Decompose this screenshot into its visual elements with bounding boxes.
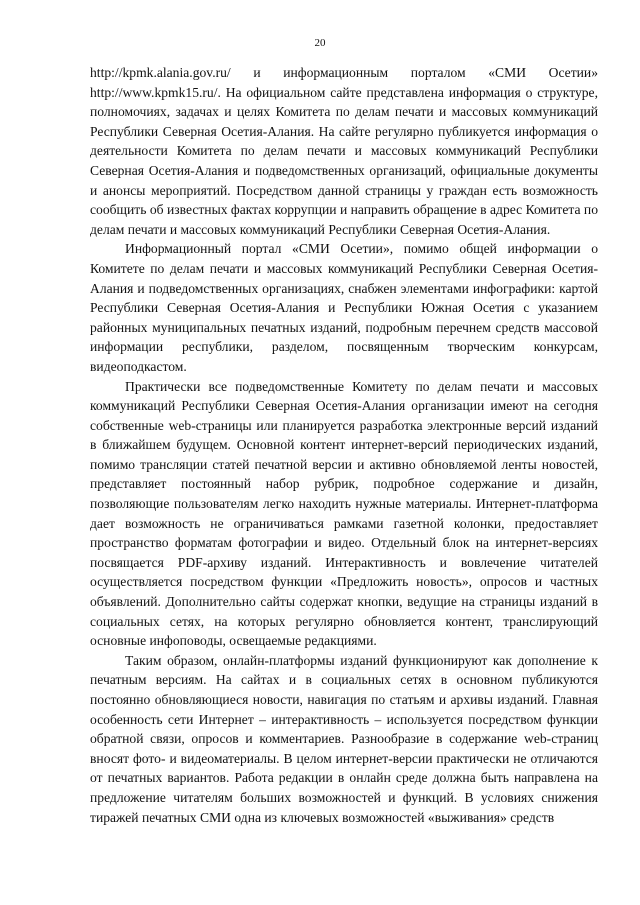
paragraph-continuation: http://kpmk.alania.gov.ru/ и информационным порталом «СМИ Осетии» http://www.kpmk15.ru/. На официальном сайте представлена информация о структуре, полномочиях, задачах и целях Комитета по делам печати и массовых коммуникаций Республики Северная Осетия-Алания. На сайте регулярно публикуется информация о деятельности Комитета по делам печати и массовых коммуникаций Республики Северная Осетия-Алания и подведомственных организаций, официальные документы и анонсы мероприятий. Посредством данной страницы у граждан есть возможность сообщить об известных фактах коррупции и направить обращение в адрес Комитета по делам печати и массовых коммуникаций Республики Северная Осетия-Алания. <box>90 65 598 237</box>
document-body <box>90 63 598 827</box>
paragraph-web-pages: Практически все подведомственные Комитету по делам печати и массовых коммуникаций Республики Северная Осетия-Алания организации имеют на сегодня собственные web-страницы или планируется разработка электронные версий изданий в ближайшем будущем. Основной контент интернет-версий периодических изданий, помимо трансляции статей печатной версии и активно обновляемой ленты новостей, представляет постоянный набор рубрик, подробное содержание и дизайн, позволяющие пользователям легко находить нужные материалы. Интернет-платформа дает возможность не ограничиваться рамками газетной колонки, предоставляет пространство форматам фотографии и видео. Отдельный блок на интернет-версиях посвящается PDF-архиву изданий. Интерактивность и вовлечение читателей осуществляется посредством функции «Предложить новость», опросов и частных объявлений. Дополнительно сайты содержат кнопки, ведущие на страницы изданий в социальных сетях, на которых регулярно обновляется контент, транслирующий основные инфоповоды, освещаемые редакциями. <box>90 378 598 649</box>
paragraph-portal: Информационный портал «СМИ Осетии», помимо общей информации о Комитете по делам печати и массовых коммуникаций Республики Северная Осетия-Алания и подведомственных организациях, снабжен элементами инфографики: картой Республики Северная Осетия-Алания и Республики Южная Осетия с указанием районных муниципальных печатных изданий, подробным перечнем средств массовой информации республики, разделом, посвященным творческим конкурсам, видеоподкастом. <box>90 241 598 374</box>
page-number: 20 <box>314 37 326 49</box>
paragraph-conclusion: Таким образом, онлайн-платформы изданий функционируют как дополнение к печатным версиям. На сайтах и в социальных сетях в основном публикуются постоянно обновляющиеся новости, навигация по статьям и архивы изданий. Главная особенность сети Интернет – интерактивность – используется посредством функции обратной связи, опросов и комментариев. Разнообразие в содержание web-страниц вносят фото- и видеоматериалы. В целом интернет-версии практически не отличаются от печатных вариантов. Работа редакции в онлайн среде должна быть направлена на предложение читателям больших возможностей и функций. В условиях снижения тиражей печатных СМИ одна из ключевых возможностей «выживания» средств <box>90 652 598 825</box>
